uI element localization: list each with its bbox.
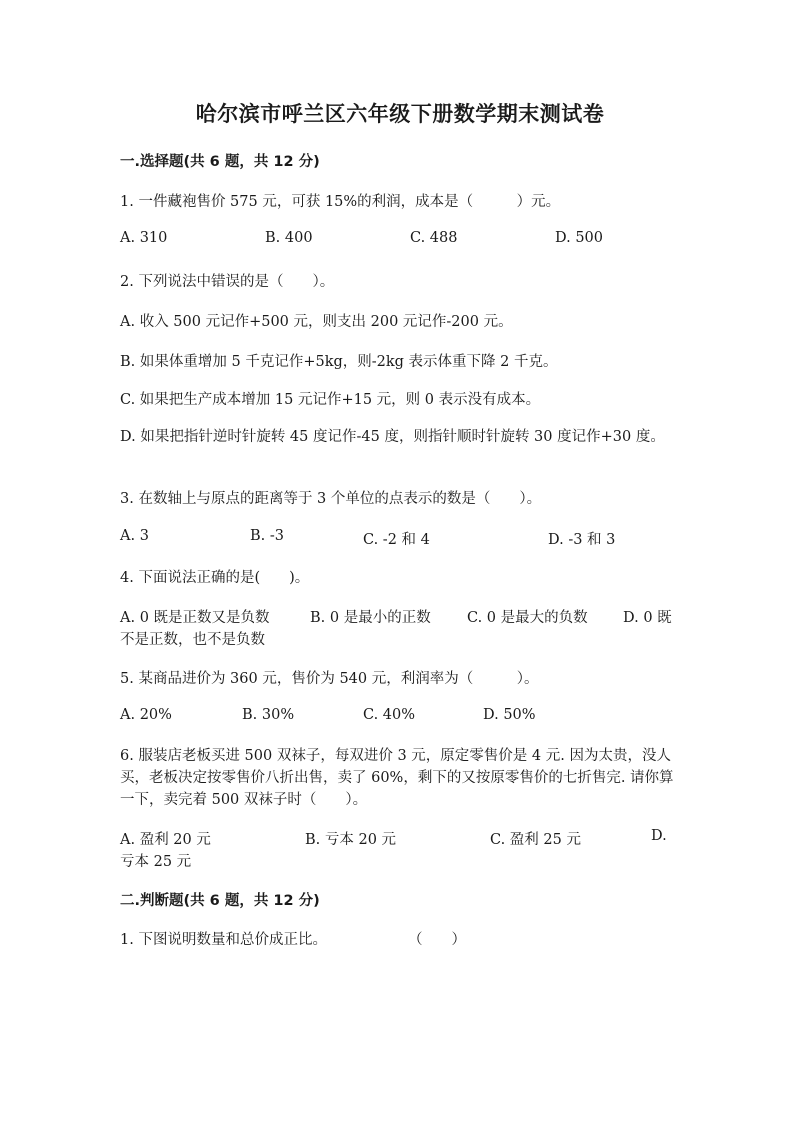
question-2-option-c: C. 如果把生产成本增加 15 元记作+15 元，则 0 表示没有成本。 — [120, 392, 541, 408]
question-2-option-b: B. 如果体重增加 5 千克记作+5kg，则-2kg 表示体重下降 2 千克。 — [120, 354, 558, 370]
question-6-option-c: C. 盈利 25 元 — [490, 832, 581, 848]
question-2-option-d: D. 如果把指针逆时针旋转 45 度记作-45 度，则指针顺时针旋转 30 度记作+30 度。 — [120, 429, 665, 445]
question-1-option-b: B. 400 — [265, 230, 313, 246]
question-3-option-a: A. 3 — [120, 528, 149, 544]
question-4-option-b: B. 0 是最小的正数 — [310, 610, 431, 626]
question-4-option-d-continuation: 不是正数，也不是负数 — [120, 632, 265, 648]
question-1-option-a: A. 310 — [120, 230, 168, 246]
question-4-option-d: D. 0 既 — [623, 610, 672, 626]
question-5-option-a: A. 20% — [120, 707, 172, 723]
question-6-stem: 6. 服装店老板买进 500 双袜子，每双进价 3 元，原定零售价是 4 元. 因为太贵，没人买，老板决定按零售价八折出售，卖了 60%，剩下的又按原零售价的七折售完. 请你算一下，卖完着 500 双袜子时（ ）。 — [120, 748, 674, 808]
question-5-option-c: C. 40% — [363, 707, 416, 723]
section-heading-choice: 一.选择题(共 6 题，共 12 分) — [120, 154, 320, 170]
question-6-option-a: A. 盈利 20 元 — [120, 832, 211, 848]
question-3-option-b: B. -3 — [250, 528, 284, 544]
question-2-stem: 2. 下列说法中错误的是（ ）。 — [120, 274, 335, 290]
judge-question-1-stem: 1. 下图说明数量和总价成正比。 — [120, 932, 327, 948]
question-5-option-d: D. 50% — [483, 707, 536, 723]
question-1-option-c: C. 488 — [410, 230, 458, 246]
question-2-option-a: A. 收入 500 元记作+500 元，则支出 200 元记作-200 元。 — [120, 314, 513, 330]
page-title: 哈尔滨市呼兰区六年级下册数学期末测试卷 — [195, 102, 605, 126]
section-heading-true-false: 二.判断题(共 6 题，共 12 分) — [120, 893, 320, 909]
question-4-option-c: C. 0 是最大的负数 — [467, 610, 588, 626]
question-1-option-d: D. 500 — [555, 230, 604, 246]
question-4-option-a: A. 0 既是正数又是负数 — [120, 610, 270, 626]
question-3-option-d: D. -3 和 3 — [548, 532, 616, 548]
question-6-option-b: B. 亏本 20 元 — [305, 832, 397, 848]
question-3-option-c: C. -2 和 4 — [363, 532, 430, 548]
question-3-stem: 3. 在数轴上与原点的距离等于 3 个单位的点表示的数是（ ）。 — [120, 491, 542, 507]
question-1-stem: 1. 一件藏袍售价 575 元，可获 15%的利润，成本是（ ）元。 — [120, 194, 561, 210]
question-6-option-d-continuation: 亏本 25 元 — [120, 854, 192, 870]
question-5-stem: 5. 某商品进价为 360 元，售价为 540 元，利润率为（ ）。 — [120, 671, 539, 687]
question-6-option-d: D. — [651, 828, 667, 844]
judge-question-1-blank: （ ） — [408, 932, 466, 948]
question-4-stem: 4. 下面说法正确的是( )。 — [120, 570, 310, 586]
question-5-option-b: B. 30% — [242, 707, 295, 723]
